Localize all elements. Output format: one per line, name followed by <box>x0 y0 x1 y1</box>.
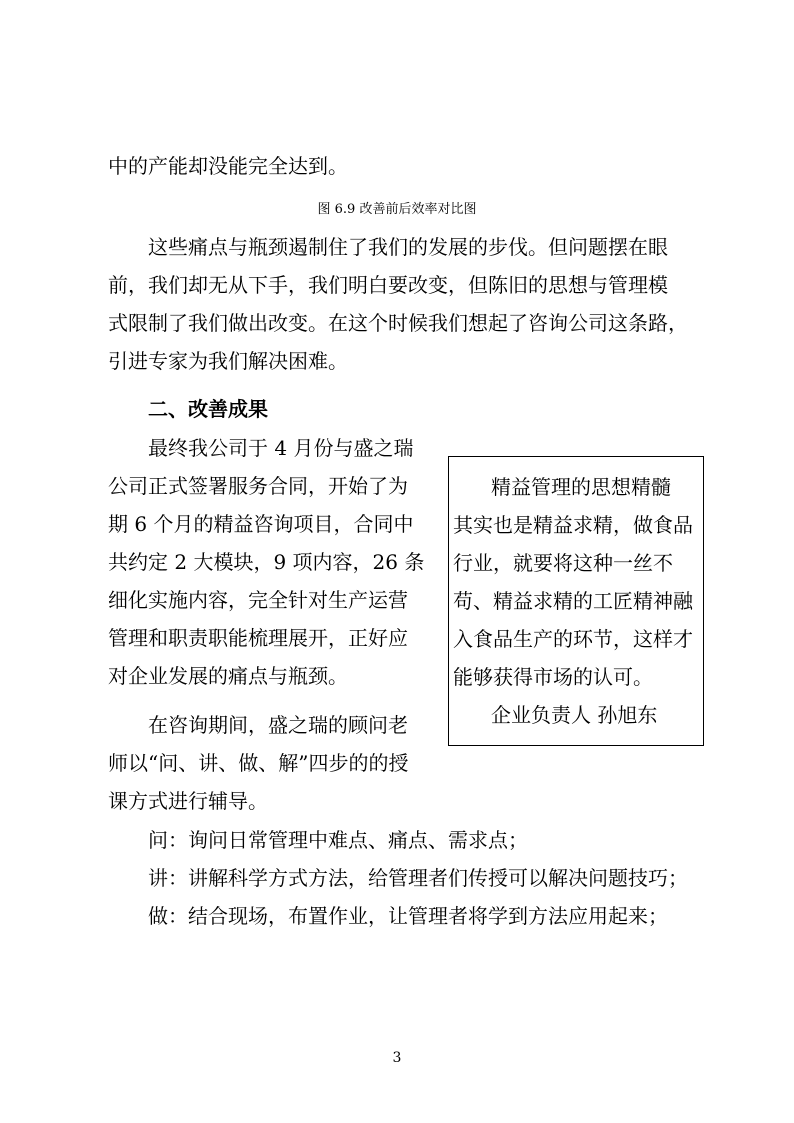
quote-line: 苟、精益求精的工匠精神融 <box>453 589 693 613</box>
figure-caption: 图 6.9 改善前后效率对比图 <box>317 202 477 217</box>
text-line: 引进专家为我们解决困难。 <box>108 349 348 373</box>
text-line: 最终我公司于 4 月份与盛之瑞 <box>148 436 414 460</box>
text-line: 期 6 个月的精益咨询项目，合同中 <box>108 512 414 536</box>
text-line: 这些痛点与瓶颈遏制住了我们的发展的步伐。但问题摆在眼 <box>148 235 668 259</box>
quote-line: 能够获得市场的认可。 <box>453 665 653 689</box>
quote-line: 其实也是精益求精，做食品 <box>453 513 693 537</box>
text-line: 课方式进行辅导。 <box>108 789 268 813</box>
text-line: 对企业发展的痛点与瓶颈。 <box>108 664 348 688</box>
section-heading: 二、改善成果 <box>148 397 268 421</box>
quote-line: 入食品生产的环节，这样才 <box>453 627 693 651</box>
text-line: 师以“问、讲、做、解”四步的的授 <box>108 751 409 775</box>
paragraph-end-line: 中的产能却没能完全达到。 <box>108 154 348 178</box>
text-line: 细化实施内容，完全针对生产运营 <box>108 588 408 612</box>
text-line: 共约定 2 大模块，9 项内容，26 条 <box>108 550 425 574</box>
step-do: 做：结合现场，布置作业，让管理者将学到方法应用起来； <box>148 904 668 928</box>
page-number: 3 <box>392 1050 402 1066</box>
text-line: 式限制了我们做出改变。在这个时候我们想起了咨询公司这条路， <box>108 311 688 335</box>
text-line: 公司正式签署服务合同，开始了为 <box>108 474 408 498</box>
step-ask: 问：询问日常管理中难点、痛点、需求点； <box>148 828 528 852</box>
quote-signature: 企业负责人 孙旭东 <box>491 703 658 727</box>
text-line: 前，我们却无从下手，我们明白要改变，但陈旧的思想与管理模 <box>108 273 668 297</box>
quote-line: 行业，就要将这种一丝不 <box>453 551 673 575</box>
quote-box <box>448 456 704 746</box>
step-explain: 讲：讲解科学方式方法，给管理者们传授可以解决问题技巧； <box>148 866 688 890</box>
text-line: 在咨询期间，盛之瑞的顾问老 <box>148 713 408 737</box>
text-line: 管理和职责职能梳理展开，正好应 <box>108 626 408 650</box>
quote-line: 精益管理的思想精髓 <box>491 475 671 499</box>
